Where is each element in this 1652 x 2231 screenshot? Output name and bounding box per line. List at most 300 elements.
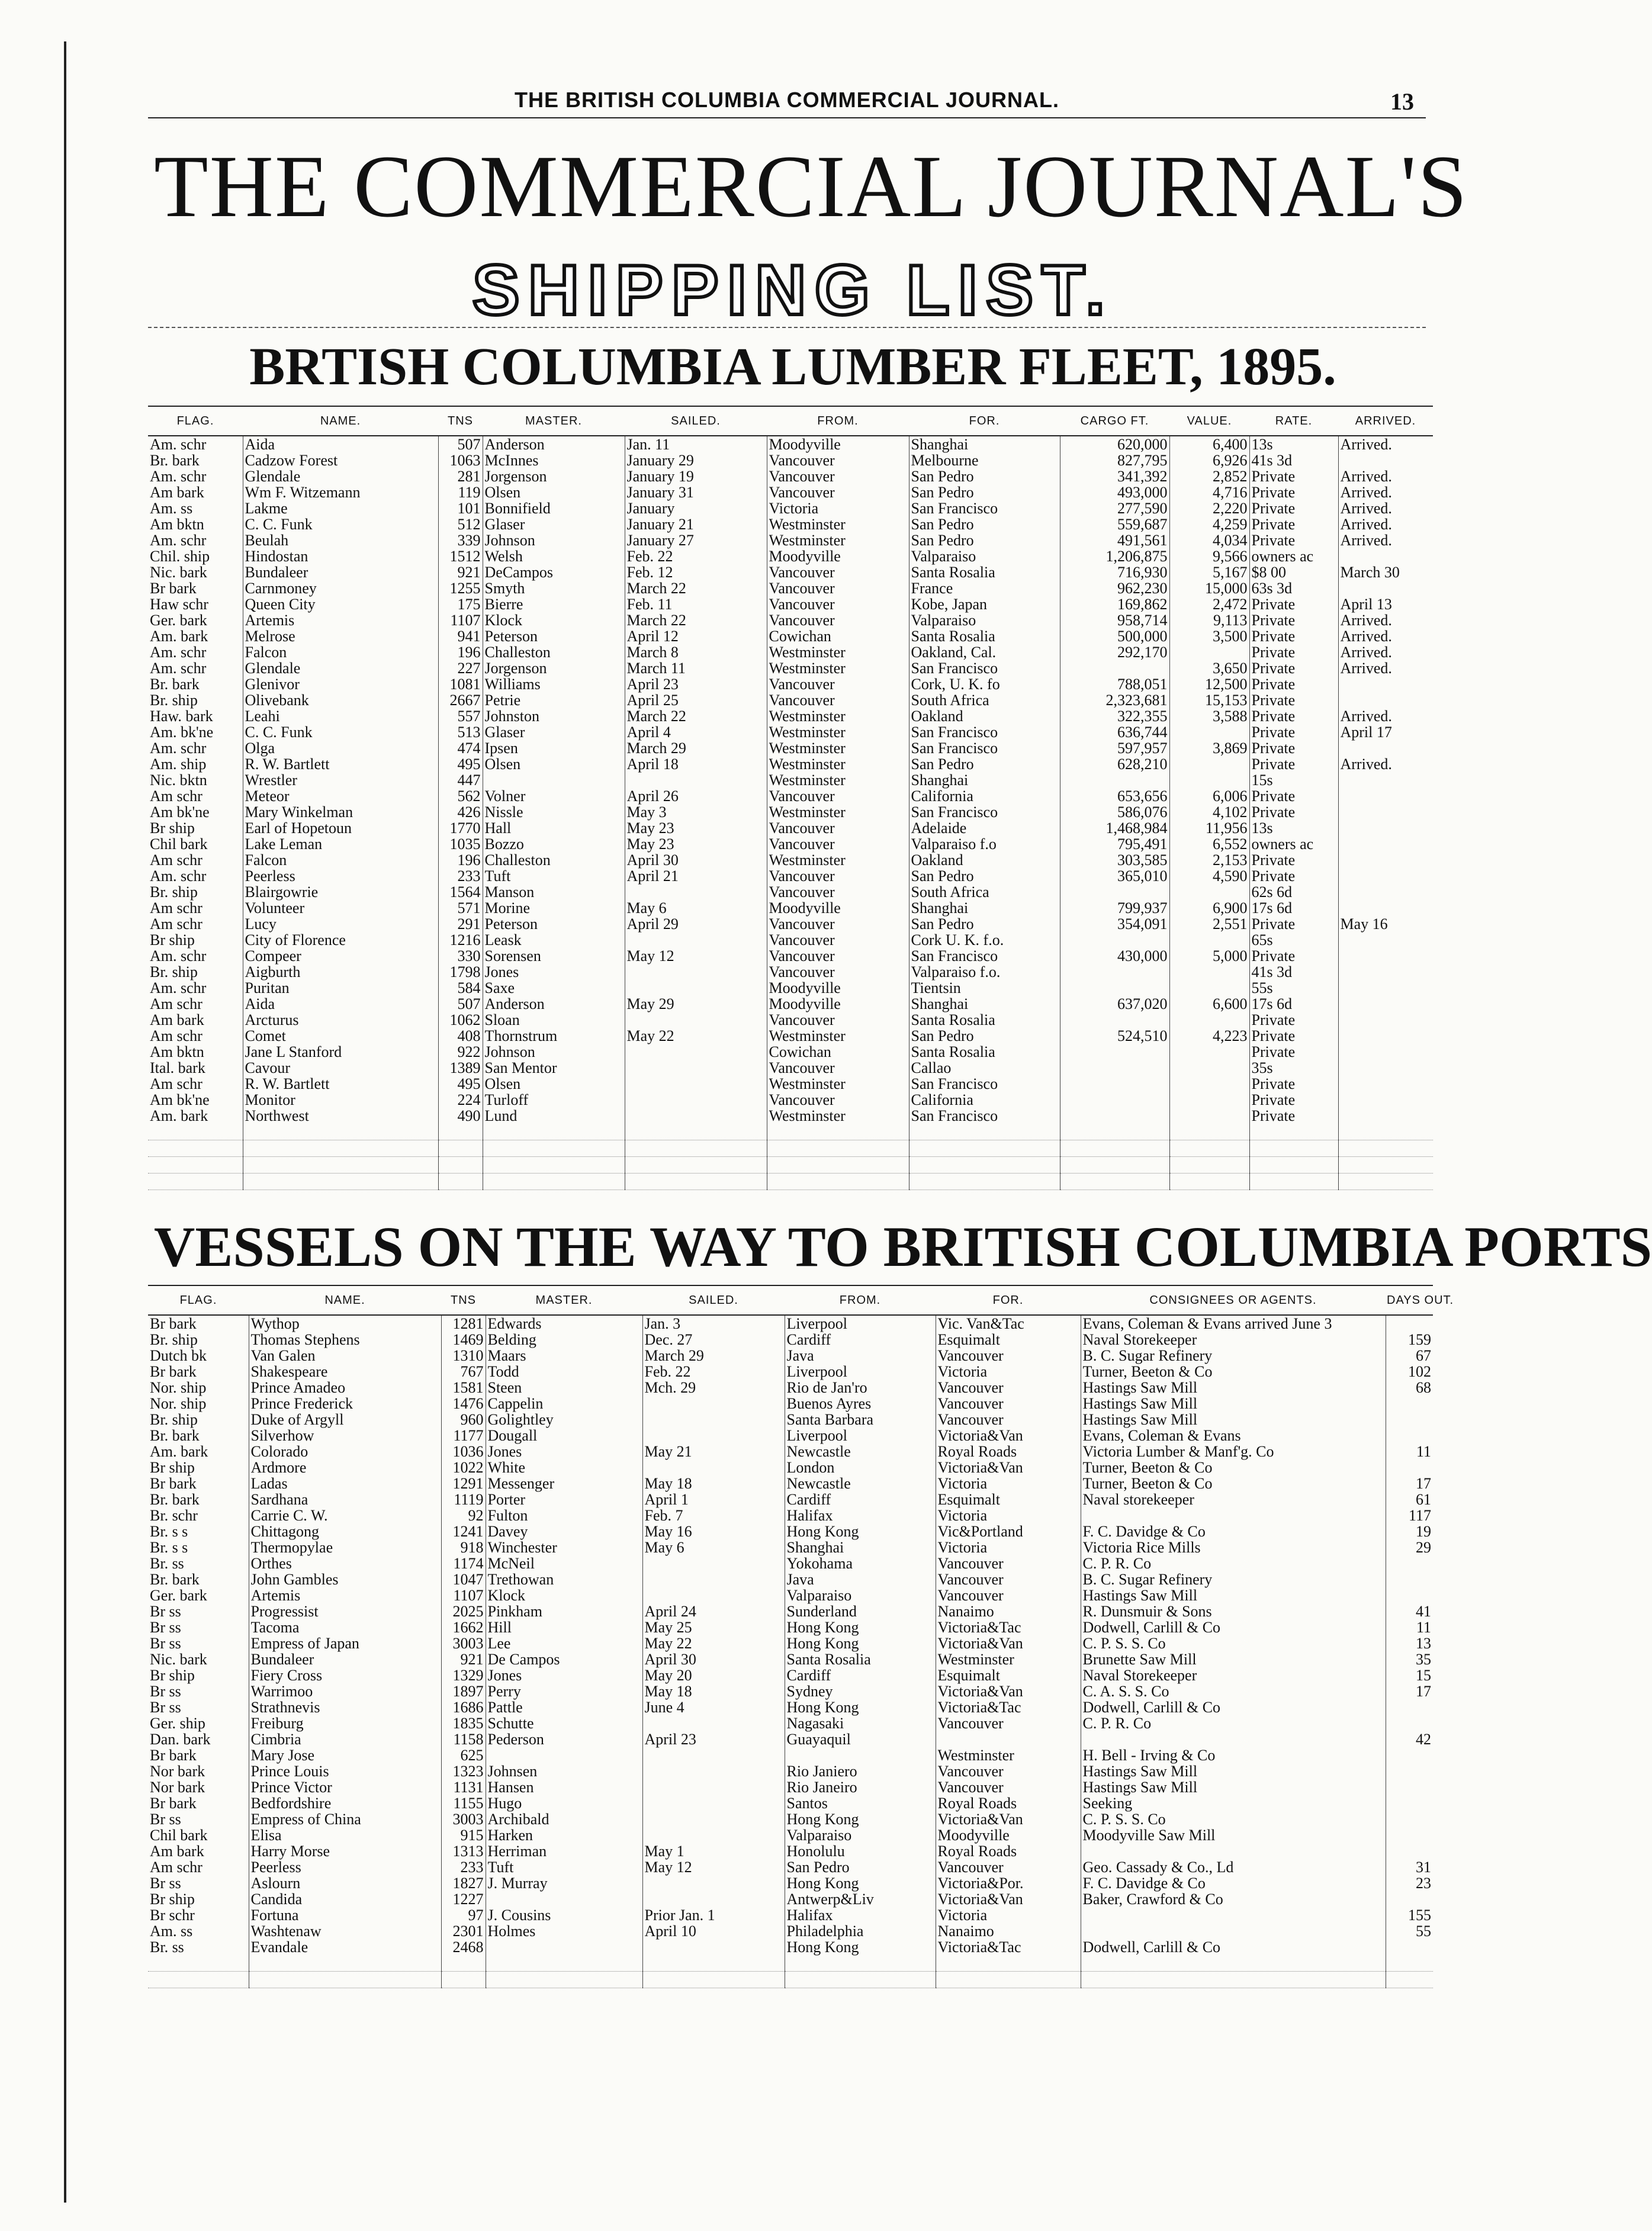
vessels-cell: Prince Frederick	[249, 1396, 441, 1412]
blank-row	[148, 1955, 1433, 1972]
fleet-column-header: FOR.	[909, 406, 1060, 436]
blank-cell	[642, 1955, 785, 1972]
fleet-cell: 4,223	[1169, 1028, 1249, 1044]
vessels-cell: Fiery Cross	[249, 1667, 441, 1683]
vessels-cell: Prince Victor	[249, 1779, 441, 1795]
table-row	[148, 804, 1433, 820]
table-row	[148, 1044, 1433, 1060]
fleet-cell: April 17	[1338, 724, 1433, 740]
fleet-cell: 35s	[1249, 1060, 1338, 1076]
fleet-cell	[1338, 788, 1433, 804]
table-row	[148, 1507, 1433, 1523]
vessels-cell: Am bark	[150, 1843, 204, 1860]
vessels-column-header: SAILED.	[642, 1285, 785, 1315]
fleet-cell: 2,852	[1169, 468, 1249, 484]
fleet-cell: Vancouver	[767, 1012, 909, 1028]
fleet-cell: owners ac	[1249, 548, 1338, 564]
blank-cell	[441, 1972, 486, 1988]
table-row	[148, 820, 1433, 836]
vessels-cell	[1386, 1396, 1433, 1412]
vessels-cell: Hastings Saw Mill	[1081, 1587, 1386, 1603]
blank-cell	[909, 1157, 1060, 1174]
fleet-column-header: MASTER.	[483, 406, 625, 436]
vessels-cell: 1323	[441, 1763, 486, 1779]
vessels-cell: Am schr	[150, 1859, 203, 1876]
vessels-cell	[1386, 1891, 1433, 1907]
vessels-cell: April 10	[642, 1923, 785, 1939]
fleet-cell: Vancouver	[767, 452, 909, 468]
vessels-cell	[1386, 1939, 1433, 1955]
fleet-cell: Br. ship	[150, 963, 198, 981]
fleet-cell	[1338, 548, 1433, 564]
fleet-cell: Private	[1249, 516, 1338, 532]
vessels-cell: Empress of China	[249, 1811, 441, 1827]
vessels-cell: Hastings Saw Mill	[1081, 1779, 1386, 1795]
vessels-cell: 42	[1386, 1731, 1433, 1747]
fleet-cell: Arrived.	[1338, 516, 1433, 532]
fleet-cell: Vancouver	[767, 868, 909, 884]
table-row	[148, 1763, 1433, 1779]
table-row	[148, 644, 1433, 660]
fleet-cell: San Francisco	[909, 804, 1060, 820]
table-row	[148, 964, 1433, 980]
fleet-cell	[625, 964, 767, 980]
table-row	[148, 1907, 1433, 1923]
fleet-cell: 637,020	[1060, 996, 1169, 1012]
fleet-cell: Arrived.	[1338, 500, 1433, 516]
fleet-cell	[1060, 884, 1169, 900]
fleet-cell: Br. ship	[150, 883, 198, 901]
fleet-cell: South Africa	[909, 884, 1060, 900]
vessels-cell: April 23	[642, 1731, 785, 1747]
vessels-cell: C. P. S. S. Co	[1081, 1811, 1386, 1827]
vessels-cell: 55	[1386, 1923, 1433, 1939]
table-row	[148, 532, 1433, 548]
fleet-cell: Ipsen	[483, 740, 625, 756]
fleet-cell: Am. schr	[150, 740, 207, 757]
fleet-cell: April 23	[625, 676, 767, 692]
vessels-cell: Elisa	[249, 1827, 441, 1843]
fleet-column-header: FROM.	[767, 406, 909, 436]
fleet-cell: 586,076	[1060, 804, 1169, 820]
fleet-cell	[1338, 964, 1433, 980]
vessels-cell: Victoria Lumber & Manf'g. Co	[1081, 1444, 1386, 1460]
vessels-cell: Hastings Saw Mill	[1081, 1763, 1386, 1779]
vessels-cell: De Campos	[486, 1651, 642, 1667]
vessels-cell: Vancouver	[936, 1396, 1081, 1412]
fleet-cell	[1060, 772, 1169, 788]
vessels-cell: 233	[441, 1859, 486, 1875]
vessels-cell: Br bark	[150, 1315, 197, 1332]
blank-cell	[1060, 1174, 1169, 1190]
fleet-cell: Haw. bark	[150, 708, 213, 725]
fleet-cell: 507	[438, 436, 483, 452]
blank-cell	[767, 1174, 909, 1190]
blank-cell	[1060, 1140, 1169, 1157]
vessels-cell: Guayaquil	[785, 1731, 936, 1747]
fleet-cell	[1169, 980, 1249, 996]
vessels-cell: Sardhana	[249, 1491, 441, 1507]
vessels-cell: Esquimalt	[936, 1491, 1081, 1507]
fleet-cell: April 18	[625, 756, 767, 772]
vessels-cell: Victoria	[936, 1907, 1081, 1923]
fleet-column-header: RATE.	[1249, 406, 1338, 436]
fleet-cell: Peterson	[483, 628, 625, 644]
table-row	[148, 980, 1433, 996]
vessels-cell: Vancouver	[936, 1715, 1081, 1731]
vessels-cell: 1313	[441, 1843, 486, 1859]
fleet-cell	[1169, 884, 1249, 900]
vessels-cell: 1662	[441, 1619, 486, 1635]
vessels-cell: Hugo	[486, 1795, 642, 1811]
vessels-cell: Tuft	[486, 1859, 642, 1875]
fleet-cell	[1060, 1108, 1169, 1124]
vessels-cell: White	[486, 1460, 642, 1475]
fleet-column-header: ARRIVED.	[1338, 406, 1433, 436]
vessels-cell: R. Dunsmuir & Sons	[1081, 1603, 1386, 1619]
vessels-cell: Thermopylae	[249, 1539, 441, 1555]
vessels-cell: Trethowan	[486, 1571, 642, 1587]
vessels-cell: Newcastle	[785, 1444, 936, 1460]
table-row	[148, 1412, 1433, 1428]
blank-cell	[767, 1124, 909, 1140]
fleet-cell: Shanghai	[909, 772, 1060, 788]
vessels-cell: Am. bark	[150, 1443, 208, 1460]
table-row	[148, 1795, 1433, 1811]
vessels-cell: Prior Jan. 1	[642, 1907, 785, 1923]
vessels-cell: Santos	[785, 1795, 936, 1811]
fleet-cell: Oakland	[909, 708, 1060, 724]
fleet-cell: Klock	[483, 612, 625, 628]
fleet-cell: Jorgenson	[483, 660, 625, 676]
fleet-cell: Br bark	[150, 580, 197, 597]
vessels-cell: Dodwell, Carlill & Co	[1081, 1699, 1386, 1715]
table-row	[148, 1715, 1433, 1731]
fleet-cell: Olivebank	[243, 692, 438, 708]
fleet-cell: 788,051	[1060, 676, 1169, 692]
fleet-cell: San Pedro	[909, 756, 1060, 772]
vessels-cell: Cimbria	[249, 1731, 441, 1747]
vessels-cell: Fulton	[486, 1507, 642, 1523]
vessels-cell: C. P. R. Co	[1081, 1715, 1386, 1731]
fleet-cell: 571	[438, 900, 483, 916]
blank-cell	[483, 1140, 625, 1157]
fleet-cell: Westminster	[767, 532, 909, 548]
fleet-cell: 562	[438, 788, 483, 804]
vessels-cell	[642, 1939, 785, 1955]
table-row	[148, 900, 1433, 916]
vessels-cell	[642, 1571, 785, 1587]
fleet-cell	[1169, 1108, 1249, 1124]
vessels-cell: 625	[441, 1747, 486, 1763]
vessels-cell	[1386, 1555, 1433, 1571]
fleet-cell: Arrived.	[1338, 468, 1433, 484]
vessels-cell: 1119	[441, 1491, 486, 1507]
fleet-cell: Moodyville	[767, 436, 909, 452]
fleet-cell: 1770	[438, 820, 483, 836]
fleet-cell: Private	[1249, 804, 1338, 820]
vessels-cell: Cardiff	[785, 1491, 936, 1507]
table-row	[148, 1619, 1433, 1635]
blank-row	[148, 1972, 1433, 1988]
vessels-cell: Warrimoo	[249, 1683, 441, 1699]
fleet-cell: Private	[1249, 1044, 1338, 1060]
table-row	[148, 724, 1433, 740]
vessels-cell: 31	[1386, 1859, 1433, 1875]
vessels-cell: Bundaleer	[249, 1651, 441, 1667]
fleet-cell: 827,795	[1060, 452, 1169, 468]
fleet-cell: Vancouver	[767, 932, 909, 948]
fleet-cell: Private	[1249, 1092, 1338, 1108]
blank-cell	[1169, 1140, 1249, 1157]
fleet-cell: 341,392	[1060, 468, 1169, 484]
vessels-cell: Vic. Van&Tac	[936, 1315, 1081, 1332]
vessels-cell: Baker, Crawford & Co	[1081, 1891, 1386, 1907]
vessels-cell	[642, 1747, 785, 1763]
fleet-cell: Chil. ship	[150, 548, 210, 565]
vessels-cell: Porter	[486, 1491, 642, 1507]
vessels-cell: Nanaimo	[936, 1923, 1081, 1939]
vessels-cell: Steen	[486, 1380, 642, 1396]
fleet-cell: San Francisco	[909, 948, 1060, 964]
fleet-cell: April 12	[625, 628, 767, 644]
vessels-cell	[1081, 1843, 1386, 1859]
fleet-cell: Private	[1249, 724, 1338, 740]
vessels-cell: Hastings Saw Mill	[1081, 1396, 1386, 1412]
vessels-cell: Victoria&Tac	[936, 1939, 1081, 1955]
vessels-cell: Br bark	[150, 1363, 197, 1380]
fleet-cell: Haw schr	[150, 596, 208, 613]
vessels-cell: May 18	[642, 1475, 785, 1491]
fleet-cell: 227	[438, 660, 483, 676]
fleet-cell: Lakme	[243, 500, 438, 516]
vessels-cell: 1291	[441, 1475, 486, 1491]
blank-cell	[785, 1972, 936, 1988]
table-row	[148, 1859, 1433, 1875]
head-rule	[148, 117, 1426, 118]
vessels-cell: Esquimalt	[936, 1332, 1081, 1348]
fleet-cell: Moodyville	[767, 996, 909, 1012]
vessels-cell: 1036	[441, 1444, 486, 1460]
vessels-cell: 1686	[441, 1699, 486, 1715]
vessels-cell: C. A. S. S. Co	[1081, 1683, 1386, 1699]
fleet-cell	[1338, 452, 1433, 468]
vessels-cell: 155	[1386, 1907, 1433, 1923]
fleet-cell: 281	[438, 468, 483, 484]
vessels-cell: 13	[1386, 1635, 1433, 1651]
fleet-cell: Private	[1249, 1076, 1338, 1092]
vessels-cell: Br bark	[150, 1475, 197, 1492]
fleet-cell: 1063	[438, 452, 483, 468]
fleet-cell: 5,000	[1169, 948, 1249, 964]
vessels-cell: 1329	[441, 1667, 486, 1683]
vessels-cell: Br ss	[150, 1699, 181, 1716]
fleet-cell: January 21	[625, 516, 767, 532]
fleet-cell	[1169, 1076, 1249, 1092]
vessels-cell: Vancouver	[936, 1571, 1081, 1587]
vessels-cell: Evans, Coleman & Evans arrived June 3	[1081, 1315, 1386, 1332]
fleet-cell	[483, 772, 625, 788]
fleet-cell: Hall	[483, 820, 625, 836]
vessels-cell	[642, 1763, 785, 1779]
fleet-cell: Feb. 22	[625, 548, 767, 564]
fleet-cell: Sorensen	[483, 948, 625, 964]
vessels-cell: Br. ss	[150, 1939, 184, 1956]
vessels-cell: McNeil	[486, 1555, 642, 1571]
vessels-cell	[1386, 1811, 1433, 1827]
vessels-cell: Victoria	[936, 1475, 1081, 1491]
vessels-cell	[486, 1747, 642, 1763]
fleet-cell: Westminster	[767, 660, 909, 676]
fleet-cell: 6,900	[1169, 900, 1249, 916]
fleet-cell: Westminster	[767, 740, 909, 756]
fleet-cell: Oakland, Cal.	[909, 644, 1060, 660]
vessels-cell: Ardmore	[249, 1460, 441, 1475]
fleet-cell: 426	[438, 804, 483, 820]
fleet-cell: 339	[438, 532, 483, 548]
vessels-cell: May 25	[642, 1619, 785, 1635]
fleet-cell: 9,113	[1169, 612, 1249, 628]
fleet-cell: 17s 6d	[1249, 996, 1338, 1012]
vessels-cell: 1897	[441, 1683, 486, 1699]
fleet-column-header: TNS	[438, 406, 483, 436]
vessels-cell: Br bark	[150, 1795, 197, 1812]
blank-cell	[438, 1124, 483, 1140]
vessels-cell: Victoria	[936, 1539, 1081, 1555]
fleet-cell: Westminster	[767, 1028, 909, 1044]
table-row	[148, 628, 1433, 644]
fleet-cell: Olga	[243, 740, 438, 756]
fleet-cell: Bundaleer	[243, 564, 438, 580]
fleet-cell: 1,206,875	[1060, 548, 1169, 564]
vessels-cell: 29	[1386, 1539, 1433, 1555]
blank-cell	[148, 1157, 243, 1174]
fleet-cell: Bozzo	[483, 836, 625, 852]
fleet-cell: 799,937	[1060, 900, 1169, 916]
vessels-cell: May 21	[642, 1444, 785, 1460]
vessels-cell: Davey	[486, 1523, 642, 1539]
fleet-cell: 1216	[438, 932, 483, 948]
vessels-cell: Thomas Stephens	[249, 1332, 441, 1348]
fleet-cell: 55s	[1249, 980, 1338, 996]
fleet-cell: Private	[1249, 628, 1338, 644]
vessels-cell: May 16	[642, 1523, 785, 1539]
table-row	[148, 1555, 1433, 1571]
vessels-cell: Maars	[486, 1348, 642, 1364]
fleet-cell: Morine	[483, 900, 625, 916]
fleet-cell	[1338, 852, 1433, 868]
vessels-cell: Antwerp&Liv	[785, 1891, 936, 1907]
fleet-column-header: NAME.	[243, 406, 438, 436]
fleet-cell	[1338, 820, 1433, 836]
fleet-cell: April 29	[625, 916, 767, 932]
fleet-cell: Nissle	[483, 804, 625, 820]
vessels-cell: Moodyville	[936, 1827, 1081, 1843]
vessels-cell: 3003	[441, 1811, 486, 1827]
vessels-cell: Klock	[486, 1587, 642, 1603]
fleet-cell: Private	[1249, 660, 1338, 676]
blank-row	[148, 1140, 1433, 1157]
fleet-cell: Thornstrum	[483, 1028, 625, 1044]
vessels-cell: Herriman	[486, 1843, 642, 1859]
fleet-cell: California	[909, 1092, 1060, 1108]
fleet-cell: Am. ss	[150, 500, 193, 517]
table-row	[148, 756, 1433, 772]
vessels-cell: London	[785, 1460, 936, 1475]
blank-cell	[486, 1955, 642, 1972]
fleet-cell	[1338, 836, 1433, 852]
fleet-cell: Northwest	[243, 1108, 438, 1124]
vessels-cell: 3003	[441, 1635, 486, 1651]
vessels-column-header: CONSIGNEES OR AGENTS.	[1081, 1285, 1386, 1315]
blank-cell	[249, 1955, 441, 1972]
vessels-cell: Schutte	[486, 1715, 642, 1731]
fleet-cell	[1060, 660, 1169, 676]
vessels-cell: Feb. 7	[642, 1507, 785, 1523]
vessels-cell: Victoria&Van	[936, 1460, 1081, 1475]
vessels-cell	[642, 1795, 785, 1811]
fleet-cell: Westminster	[767, 852, 909, 868]
fleet-cell: Br. bark	[150, 452, 200, 469]
fleet-cell: San Francisco	[909, 1108, 1060, 1124]
vessels-cell: Geo. Cassady & Co., Ld	[1081, 1859, 1386, 1875]
fleet-cell: Olsen	[483, 756, 625, 772]
fleet-cell: Johnston	[483, 708, 625, 724]
fleet-cell: Leask	[483, 932, 625, 948]
vessels-cell: Liverpool	[785, 1364, 936, 1380]
fleet-cell: Am schr	[150, 1027, 203, 1044]
fleet-cell: Vancouver	[767, 820, 909, 836]
vessels-cell: Todd	[486, 1364, 642, 1380]
vessels-cell: April 30	[642, 1651, 785, 1667]
fleet-cell: Santa Rosalia	[909, 628, 1060, 644]
vessels-cell: Evandale	[249, 1939, 441, 1955]
fleet-cell: Mary Winkelman	[243, 804, 438, 820]
vessels-cell: Santa Rosalia	[785, 1651, 936, 1667]
fleet-cell: Am. bk'ne	[150, 724, 214, 741]
vessels-cell	[642, 1779, 785, 1795]
vessels-cell: 960	[441, 1412, 486, 1428]
fleet-cell: Private	[1249, 468, 1338, 484]
vessels-cell: 918	[441, 1539, 486, 1555]
fleet-cell: 922	[438, 1044, 483, 1060]
fleet-cell	[625, 884, 767, 900]
vessels-cell: Perry	[486, 1683, 642, 1699]
vessels-cell: Royal Roads	[936, 1843, 1081, 1859]
blank-cell	[441, 1955, 486, 1972]
vessels-cell: J. Murray	[486, 1875, 642, 1891]
fleet-cell: Shanghai	[909, 436, 1060, 452]
vessels-cell: 1469	[441, 1332, 486, 1348]
fleet-cell: March 29	[625, 740, 767, 756]
fleet-cell: Wrestler	[243, 772, 438, 788]
fleet-cell: Cavour	[243, 1060, 438, 1076]
fleet-cell: Artemis	[243, 612, 438, 628]
fleet-cell: Challeston	[483, 644, 625, 660]
blank-row	[148, 1124, 1433, 1140]
fleet-cell: 6,552	[1169, 836, 1249, 852]
table-row	[148, 1523, 1433, 1539]
vessels-cell: May 1	[642, 1843, 785, 1859]
vessels-cell: Victoria&Van	[936, 1428, 1081, 1444]
fleet-cell: San Francisco	[909, 1076, 1060, 1092]
blank-cell	[243, 1174, 438, 1190]
vessels-cell: Chil bark	[150, 1827, 208, 1844]
fleet-cell: May 3	[625, 804, 767, 820]
fleet-cell	[1338, 980, 1433, 996]
table-row	[148, 1364, 1433, 1380]
table-row	[148, 1076, 1433, 1092]
